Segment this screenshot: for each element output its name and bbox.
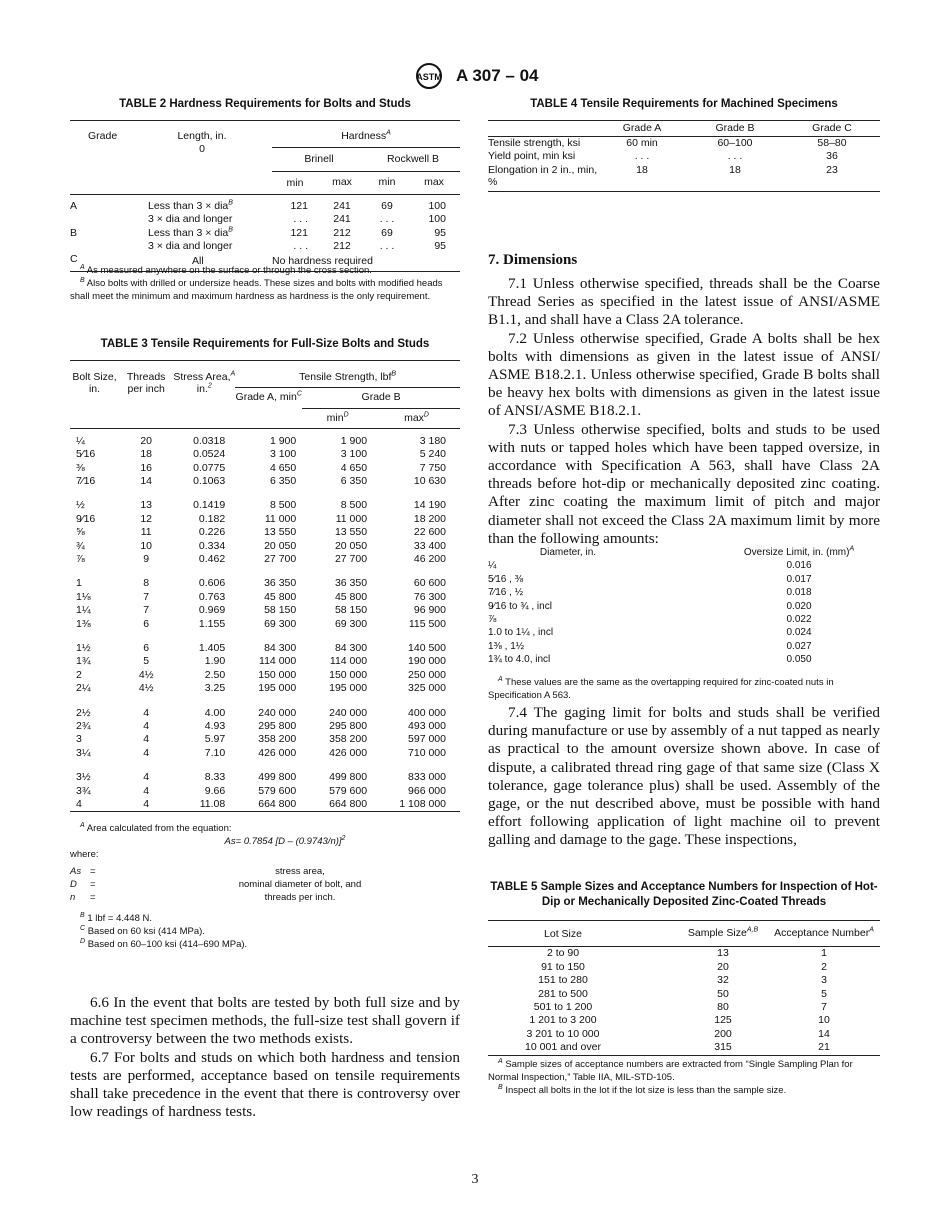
table-cell: 0.050 <box>786 654 812 666</box>
table2-head-grade: Grade <box>88 130 118 142</box>
table-cell: 0.334 <box>198 539 226 552</box>
table-cell: 150 000 <box>329 668 368 681</box>
table-row <box>488 626 880 639</box>
table-cell: 3 <box>821 974 827 987</box>
table-cell: 150 000 <box>258 668 297 681</box>
table-cell: 45 800 <box>264 590 297 603</box>
table-cell: 2 <box>76 668 82 681</box>
table-cell: 493 000 <box>408 720 446 733</box>
table-cell: 7.10 <box>204 746 226 759</box>
table-cell: 1¾ <box>76 655 91 668</box>
paragraph-7-4-block <box>488 704 880 850</box>
astm-logo-icon <box>412 62 446 90</box>
table-cell: 3 100 <box>340 448 368 461</box>
table3-head-min: $\min^D$ <box>326 411 349 424</box>
table5-head-lot: Lot Size <box>544 928 582 940</box>
table5 <box>488 920 880 1056</box>
table-cell: 11 <box>140 526 152 539</box>
table-cell: 6 <box>143 642 150 654</box>
table3-head-bolt: Bolt Size, in. <box>72 371 117 395</box>
table-cell: 11.08 <box>199 798 226 811</box>
table-cell: 1 900 <box>269 434 297 447</box>
table2 <box>70 120 460 272</box>
table4-head-gradeB: Grade B <box>715 121 755 134</box>
table-row <box>70 526 460 539</box>
table-cell: 664 800 <box>329 798 368 811</box>
table-cell: 4.93 <box>204 720 226 733</box>
table5-caption: TABLE 5 Sample Sizes and Acceptance Numbers for Inspection of Hot-Dip or Mechanically Deposited Zinc-Coated Threads <box>490 881 878 908</box>
table2-head-length: Length, in. 0 <box>177 130 227 156</box>
table-cell: 0.763 <box>198 590 226 603</box>
table-cell: 18 200 <box>413 512 446 525</box>
table-cell: 3 <box>76 733 82 746</box>
table-cell: ⅞ <box>488 614 497 626</box>
table-cell: 195 000 <box>329 682 368 695</box>
table5-head-acceptance: Acceptance Number$^A$ <box>774 926 874 939</box>
table-cell: 0.0318 <box>193 434 226 447</box>
table2-caption: TABLE 2 Hardness Requirements for Bolts and Studs <box>119 98 411 110</box>
group-spacer <box>70 760 460 771</box>
table-cell: 579 600 <box>329 784 368 797</box>
table-cell: 10 001 and over <box>525 1041 601 1054</box>
def-row: As = stress area, <box>70 866 325 877</box>
table-row <box>70 577 460 590</box>
table-row <box>488 600 880 613</box>
table-cell: 4 <box>143 771 150 784</box>
table-cell: 46 200 <box>413 552 446 565</box>
table-row: A Less than 3 × dia$^B$ 121 241 69 100 <box>70 199 446 212</box>
table-row <box>488 653 880 666</box>
table3-head-stress: Stress Area,$^A$ in.$^2$ <box>173 370 236 395</box>
table2-head-rockwell: Rockwell B <box>366 148 460 171</box>
stress-area-equation: As= 0.7854 [D – (0.9743/n)]$^2$ <box>224 834 346 847</box>
group-spacer <box>70 488 460 499</box>
table-cell: 10 630 <box>413 474 446 487</box>
table-row <box>70 771 460 784</box>
table-cell: 140 500 <box>408 642 446 654</box>
table-cell: 501 to 1 200 <box>533 1001 593 1014</box>
table-cell: 7⁄16 <box>76 474 96 487</box>
table-cell: 1.90 <box>204 655 226 668</box>
table-cell: 7 <box>821 1001 827 1014</box>
table-cell: 664 800 <box>258 798 297 811</box>
table-cell: 4 <box>143 798 150 811</box>
table-cell: 1¾ to 4.0, incl <box>488 654 551 666</box>
table-cell: 0.0775 <box>193 461 226 474</box>
table-cell: 3¼ <box>76 746 91 759</box>
table-cell: 125 <box>714 1014 732 1027</box>
table-cell: 426 000 <box>329 746 368 759</box>
group-spacer <box>70 631 460 642</box>
table-row <box>488 947 880 961</box>
table-cell: 12 <box>140 512 152 525</box>
table-row <box>70 604 460 617</box>
table-cell: 426 000 <box>258 746 297 759</box>
table-cell: 0.027 <box>786 640 812 652</box>
table-cell: 1 201 to 3 200 <box>529 1014 597 1027</box>
table3-head-tensile: Tensile Strength, lbf$^B$ <box>235 361 460 388</box>
table-cell: 9.66 <box>204 784 226 797</box>
table-row <box>70 733 460 746</box>
page-number: 3 <box>471 1172 479 1187</box>
table-cell: 579 600 <box>258 784 297 797</box>
table-cell: 76 300 <box>413 590 446 603</box>
table-cell: 16 <box>140 461 152 474</box>
table-row <box>70 499 460 512</box>
table-cell: 36 350 <box>334 577 368 590</box>
table-row <box>488 613 880 626</box>
section-7 <box>488 252 880 548</box>
table-cell: 0.0524 <box>193 448 226 461</box>
table-cell: 7 750 <box>419 461 446 474</box>
paragraph-6-7: 6.7 For bolts and studs on which both hardness and tension tests are performed, acceptance based on tensile requirements shall take precedence in the event that there is controversy over low readings of hardness tests. <box>70 1048 460 1121</box>
paragraph-7-4: 7.4 The gaging limit for bolts and studs shall be verified during manufacture or use by assembly of a nut tapped as nearly as practical to the amount oversize shown above. In case of dispute, a calibrated thread ring gage of that same size (Class X tolerance, gage tolerance plus) shall be used. Assembly of the gage, or the nut described above, must be possible with hand effort following application of light machine oil to prevent galling and damage to the gage. These inspections, <box>488 704 880 849</box>
table-cell: 151 to 280 <box>538 974 588 987</box>
table4-caption: TABLE 4 Tensile Requirements for Machined Specimens <box>530 98 838 110</box>
table-row <box>70 553 460 566</box>
table-cell: 69 300 <box>334 617 368 630</box>
table-cell: 0.022 <box>786 614 812 626</box>
table-row: B Less than 3 × dia$^B$ 121 212 69 95 <box>70 226 446 239</box>
table-cell: 27 700 <box>264 552 297 565</box>
left-body-text <box>70 994 460 1121</box>
table-cell: 91 to 150 <box>541 960 585 973</box>
paragraph-6-6: 6.6 In the event that bolts are tested by both full size and by machine test specimen methods, the full-size test shall govern if a controversy between the two methods exists. <box>70 994 460 1048</box>
table-cell: 114 000 <box>259 655 297 668</box>
table-row <box>70 682 460 695</box>
table-cell: 96 900 <box>413 604 446 617</box>
table-cell: 6 350 <box>269 474 297 487</box>
section-7-heading: 7. Dimensions <box>488 252 578 268</box>
table-cell: 0.020 <box>786 600 812 612</box>
table-row <box>488 1001 880 1014</box>
table-cell: 0.969 <box>198 604 226 617</box>
table4 <box>488 120 880 192</box>
page-header <box>0 62 950 90</box>
table-cell: 14 <box>140 474 152 487</box>
table-cell: 27 700 <box>334 552 368 565</box>
table-row <box>70 462 460 475</box>
table3-head-gradeB: Grade B <box>302 388 460 408</box>
table-cell: 18 <box>140 448 152 461</box>
table-row <box>70 747 460 760</box>
table-cell: 200 <box>714 1027 732 1040</box>
table-cell: 2½ <box>76 706 91 719</box>
def-row: D = nominal diameter of bolt, and <box>70 879 362 890</box>
table-cell: 21 <box>818 1041 830 1054</box>
table-cell: 13 <box>717 947 729 960</box>
table-row: 3 × dia and longer . . . 212 . . . 95 <box>148 239 446 252</box>
table-cell: 4 <box>143 720 150 733</box>
table-cell: 5⁄16 , ⅜ <box>488 573 524 585</box>
table-row <box>70 435 460 448</box>
table-cell: 0.018 <box>786 587 812 599</box>
table-row <box>488 1028 880 1041</box>
where-label: where: <box>70 849 99 860</box>
table-cell: 4 <box>143 733 150 746</box>
table-row <box>488 1014 880 1027</box>
table-cell: 1 <box>821 947 827 960</box>
table-cell: 5 <box>821 987 827 1000</box>
table-cell: 5 <box>143 655 150 668</box>
table-cell: 84 300 <box>264 642 297 654</box>
table-cell: 0.1063 <box>193 474 226 487</box>
paragraph-7-1: 7.1 Unless otherwise specified, threads shall be the Coarse Thread Series as specified in the latest issue of ANSI/ASME B1.1, and shall have a Class 2A tolerance. <box>488 275 880 329</box>
table-cell: 3.25 <box>204 682 226 695</box>
oversize-head-limit: Oversize Limit, in. (mm)$^A$ <box>743 545 855 558</box>
table-cell: ¼ <box>488 560 497 572</box>
table-cell: 6 350 <box>340 474 368 487</box>
table-row <box>488 988 880 1001</box>
table-cell: 7 <box>143 604 150 617</box>
table-cell: 325 000 <box>408 682 446 695</box>
table-cell: 0.462 <box>198 552 226 565</box>
table-cell: 4 <box>143 706 150 719</box>
table-cell: 358 200 <box>329 733 368 746</box>
table-cell: 7⁄16 , ½ <box>488 587 524 599</box>
table-cell: 3 180 <box>419 434 446 447</box>
table-cell: 58 150 <box>264 604 297 617</box>
table4-head-gradeA: Grade A <box>622 121 662 134</box>
def-row: n = threads per inch. <box>70 892 336 903</box>
table-cell: 966 000 <box>408 784 446 797</box>
table-row <box>70 720 460 733</box>
table-cell: 1.0 to 1¼ , incl <box>488 627 554 639</box>
table-row <box>488 974 880 987</box>
table-row <box>70 785 460 798</box>
table-cell: 32 <box>717 974 729 987</box>
table-cell: 45 800 <box>334 590 368 603</box>
table-cell: 3 100 <box>269 448 297 461</box>
table-cell: 14 <box>818 1027 830 1040</box>
table-cell: 8 <box>143 577 150 590</box>
table-cell: 10 <box>818 1014 830 1027</box>
table-cell: 0.017 <box>786 573 812 585</box>
table-cell: ¾ <box>76 539 85 552</box>
table-cell: 20 <box>140 434 152 447</box>
table-row <box>488 640 880 653</box>
table-cell: 7 <box>143 590 150 603</box>
table-row <box>70 707 460 720</box>
table-cell: 833 000 <box>408 771 446 784</box>
table-cell: 0.182 <box>198 512 226 525</box>
table5-footnotes: $^A$ Sample sizes of acceptance numbers are extracted from “Single Sampling Plan for Normal Inspection,” Table IIA, MIL-STD-105. $^B$ Inspect all bolts in the lot if the lot size is less than the sample size. <box>488 1057 853 1096</box>
table-cell: 36 350 <box>264 577 297 590</box>
table-row <box>488 573 880 586</box>
table-cell: 20 050 <box>334 539 368 552</box>
table-cell: 240 000 <box>329 706 368 719</box>
table-row: C All No hardness required <box>70 253 460 271</box>
table4-head-gradeC: Grade C <box>812 121 852 134</box>
oversize-head-diameter: Diameter, in. <box>539 547 597 558</box>
table-cell: 295 800 <box>329 720 368 733</box>
table-cell: 4 <box>143 746 150 759</box>
table-cell: 10 <box>140 539 152 552</box>
table-row <box>70 618 460 631</box>
document-designation: A 307 – 04 <box>455 66 539 85</box>
table-cell: 20 <box>717 960 729 973</box>
table-cell: 250 000 <box>408 668 446 681</box>
table-row <box>488 559 880 572</box>
table-cell: 1⅛ <box>76 590 91 603</box>
table-cell: 4 650 <box>340 461 368 474</box>
table-cell: ⅝ <box>76 526 85 539</box>
group-spacer <box>70 696 460 707</box>
group-spacer <box>70 566 460 577</box>
table-row <box>70 642 460 655</box>
table-cell: ⅜ <box>76 461 85 474</box>
oversize-limit-table <box>488 546 880 667</box>
table-row <box>70 540 460 553</box>
table-cell: 69 300 <box>264 617 297 630</box>
table-cell: 1¼ <box>76 604 91 617</box>
table-cell: 1½ <box>76 642 91 654</box>
table-cell: 115 500 <box>408 617 446 630</box>
table-cell: 9 <box>143 552 150 565</box>
table2-footnotes: $^A$ As measured anywhere on the surface or through the cross section. $^B$ Also bolts with drilled or undersize heads. These sizes and bolts with modified heads shall meet the minimum and maximum hardness as hardness is the only requirement. <box>70 263 443 302</box>
table-cell: 13 <box>140 499 152 512</box>
table-cell: 50 <box>717 987 729 1000</box>
table-cell: 710 000 <box>408 746 446 759</box>
table-cell: 4 <box>76 798 82 811</box>
table-cell: 5.97 <box>204 733 226 746</box>
table-row <box>488 1041 880 1055</box>
table-cell: 315 <box>714 1041 732 1054</box>
table-row <box>70 591 460 604</box>
table-cell: 240 000 <box>258 706 297 719</box>
table-row: Elongation in 2 in., min, % 18 18 23 <box>488 164 880 192</box>
table-cell: 0.016 <box>786 560 812 572</box>
table-cell: 3 201 to 10 000 <box>526 1027 600 1040</box>
table-cell: 597 000 <box>408 733 446 746</box>
table-cell: ½ <box>76 499 85 512</box>
table-cell: 6 <box>143 617 150 630</box>
table-cell: 2 to 90 <box>546 947 580 960</box>
table-cell: 1⅜ <box>76 617 91 630</box>
paragraph-7-2: 7.2 Unless otherwise specified, Grade A bolts shall be hex bolts with dimensions as given in the latest issue of ANSI/ ASME B18.2.1. Unless otherwise specified, Grade B bolts shall be heavy hex bolts with dimensions as given in the latest issue of ANSI/ASME B18.2.1. <box>488 329 880 420</box>
table-row <box>488 586 880 599</box>
table-cell: 9⁄16 <box>76 512 96 525</box>
table-cell: 2.50 <box>204 668 226 681</box>
table-cell: 114 000 <box>329 655 368 668</box>
table-cell: 8 500 <box>340 499 368 512</box>
table3-head-threads: Threads per inch <box>126 371 166 395</box>
table-row: 3 × dia and longer . . . 241 . . . 100 <box>148 213 446 226</box>
table-cell: 0.024 <box>786 627 812 639</box>
table3-head-max: $\max^D$ <box>404 411 429 424</box>
table-cell: 8 500 <box>269 499 297 512</box>
table3-footnotes: $^A$ Area calculated from the equation: As= 0.7854 [D – (0.9743/n)]$^2$ where: As = stress area, D = nominal diameter of bolt, and n = threads per inch. $^B$ 1 lbf = 4.448 N. $^C$ Based on 60 ksi (414 MPa). $^D$ Based on 60–100 ksi (414–690 MPa). <box>70 822 460 951</box>
oversize-footnote: $^A$ These values are the same as the overtapping required for zinc-coated nuts in Specification A 563. <box>488 675 834 701</box>
table2-head-brinell: Brinell <box>272 148 366 171</box>
table2-head-hardness: Hardness$^A$ <box>272 121 460 148</box>
table-cell: 400 000 <box>408 706 446 719</box>
table-cell: 1.155 <box>198 617 226 630</box>
table-cell: 8.33 <box>204 771 226 784</box>
table-row: Tensile strength, ksi 60 min 60–100 58–80 <box>488 137 847 149</box>
table-cell: 20 050 <box>264 539 297 552</box>
table3-caption: TABLE 3 Tensile Requirements for Full-Size Bolts and Studs <box>100 338 430 350</box>
table-cell: 4 <box>143 784 150 797</box>
table-cell: 2¾ <box>76 720 91 733</box>
table-cell: 33 400 <box>413 539 446 552</box>
table-cell: 4½ <box>138 682 154 695</box>
table-cell: 84 300 <box>334 642 368 654</box>
table-cell: 13 550 <box>264 526 297 539</box>
table-cell: 195 000 <box>258 682 297 695</box>
table-row <box>70 798 460 812</box>
table-cell: 358 200 <box>258 733 297 746</box>
table-cell: 1 <box>76 577 82 590</box>
table-cell: ⅞ <box>76 552 85 565</box>
table-row <box>70 655 460 668</box>
table2-head-max: max <box>332 176 352 189</box>
table-row <box>70 475 460 488</box>
table-row <box>70 448 460 461</box>
table-cell: 295 800 <box>258 720 297 733</box>
table-cell: 13 550 <box>334 526 368 539</box>
table-cell: 2 <box>821 960 827 973</box>
table-cell: ¼ <box>76 434 85 447</box>
table-cell: 1⅜ , 1½ <box>488 640 525 652</box>
table-cell: 14 190 <box>413 499 446 512</box>
table-cell: 4.00 <box>204 706 226 719</box>
table-cell: 1.405 <box>198 642 226 654</box>
paragraph-7-3: 7.3 Unless otherwise specified, bolts and studs to be used with nuts or tapped holes which have been tapped oversize, in accordance with Specification A 563, shall have Class 2A threads before hot-dip or mechanically deposited zinc coating. After zinc coating the maximum limit of pitch and major diameter shall not exceed the Class 2A maximum limit by more than the following amounts: <box>488 420 880 547</box>
table-cell: 80 <box>717 1001 729 1014</box>
table-row <box>70 513 460 526</box>
table-cell: 3½ <box>76 771 91 784</box>
table-cell: 1 108 000 <box>399 798 446 811</box>
table-cell: 1 900 <box>340 434 368 447</box>
table3 <box>70 360 460 812</box>
table-cell: 11 000 <box>335 512 368 525</box>
table-row <box>70 669 460 682</box>
table-cell: 0.606 <box>198 577 226 590</box>
table3-head-gradeA: Grade A, $\min^C$ <box>235 390 302 404</box>
table-cell: 3¾ <box>76 784 91 797</box>
table-cell: 9⁄16 to ¾ , incl <box>488 600 552 612</box>
table2-head-max: max <box>424 176 444 189</box>
table-cell: 281 to 500 <box>538 987 588 1000</box>
table-row: Yield point, min ksi . . . . . . 36 <box>488 150 838 163</box>
table-cell: 0.226 <box>198 526 226 539</box>
table-cell: 499 800 <box>329 771 368 784</box>
table-cell: 4 650 <box>269 461 297 474</box>
table-cell: 11 000 <box>264 512 297 525</box>
table-cell: 22 600 <box>413 526 446 539</box>
table-row <box>488 961 880 974</box>
table-cell: 58 150 <box>334 604 368 617</box>
table-cell: 5 240 <box>419 448 446 461</box>
svg-text:ASTM: ASTM <box>415 72 442 82</box>
table2-head-min: min <box>378 176 396 189</box>
table-cell: 4½ <box>138 668 154 681</box>
table-cell: 190 000 <box>408 655 446 668</box>
table-cell: 5⁄16 <box>76 448 96 461</box>
table-cell: 60 600 <box>413 577 446 590</box>
table5-head-sample: Sample Size$^{A,B}$ <box>687 926 759 939</box>
table-cell: 0.1419 <box>193 499 226 512</box>
table2-head-min: min <box>286 176 304 189</box>
table-cell: 2¼ <box>76 682 91 695</box>
table-cell: 499 800 <box>258 771 297 784</box>
